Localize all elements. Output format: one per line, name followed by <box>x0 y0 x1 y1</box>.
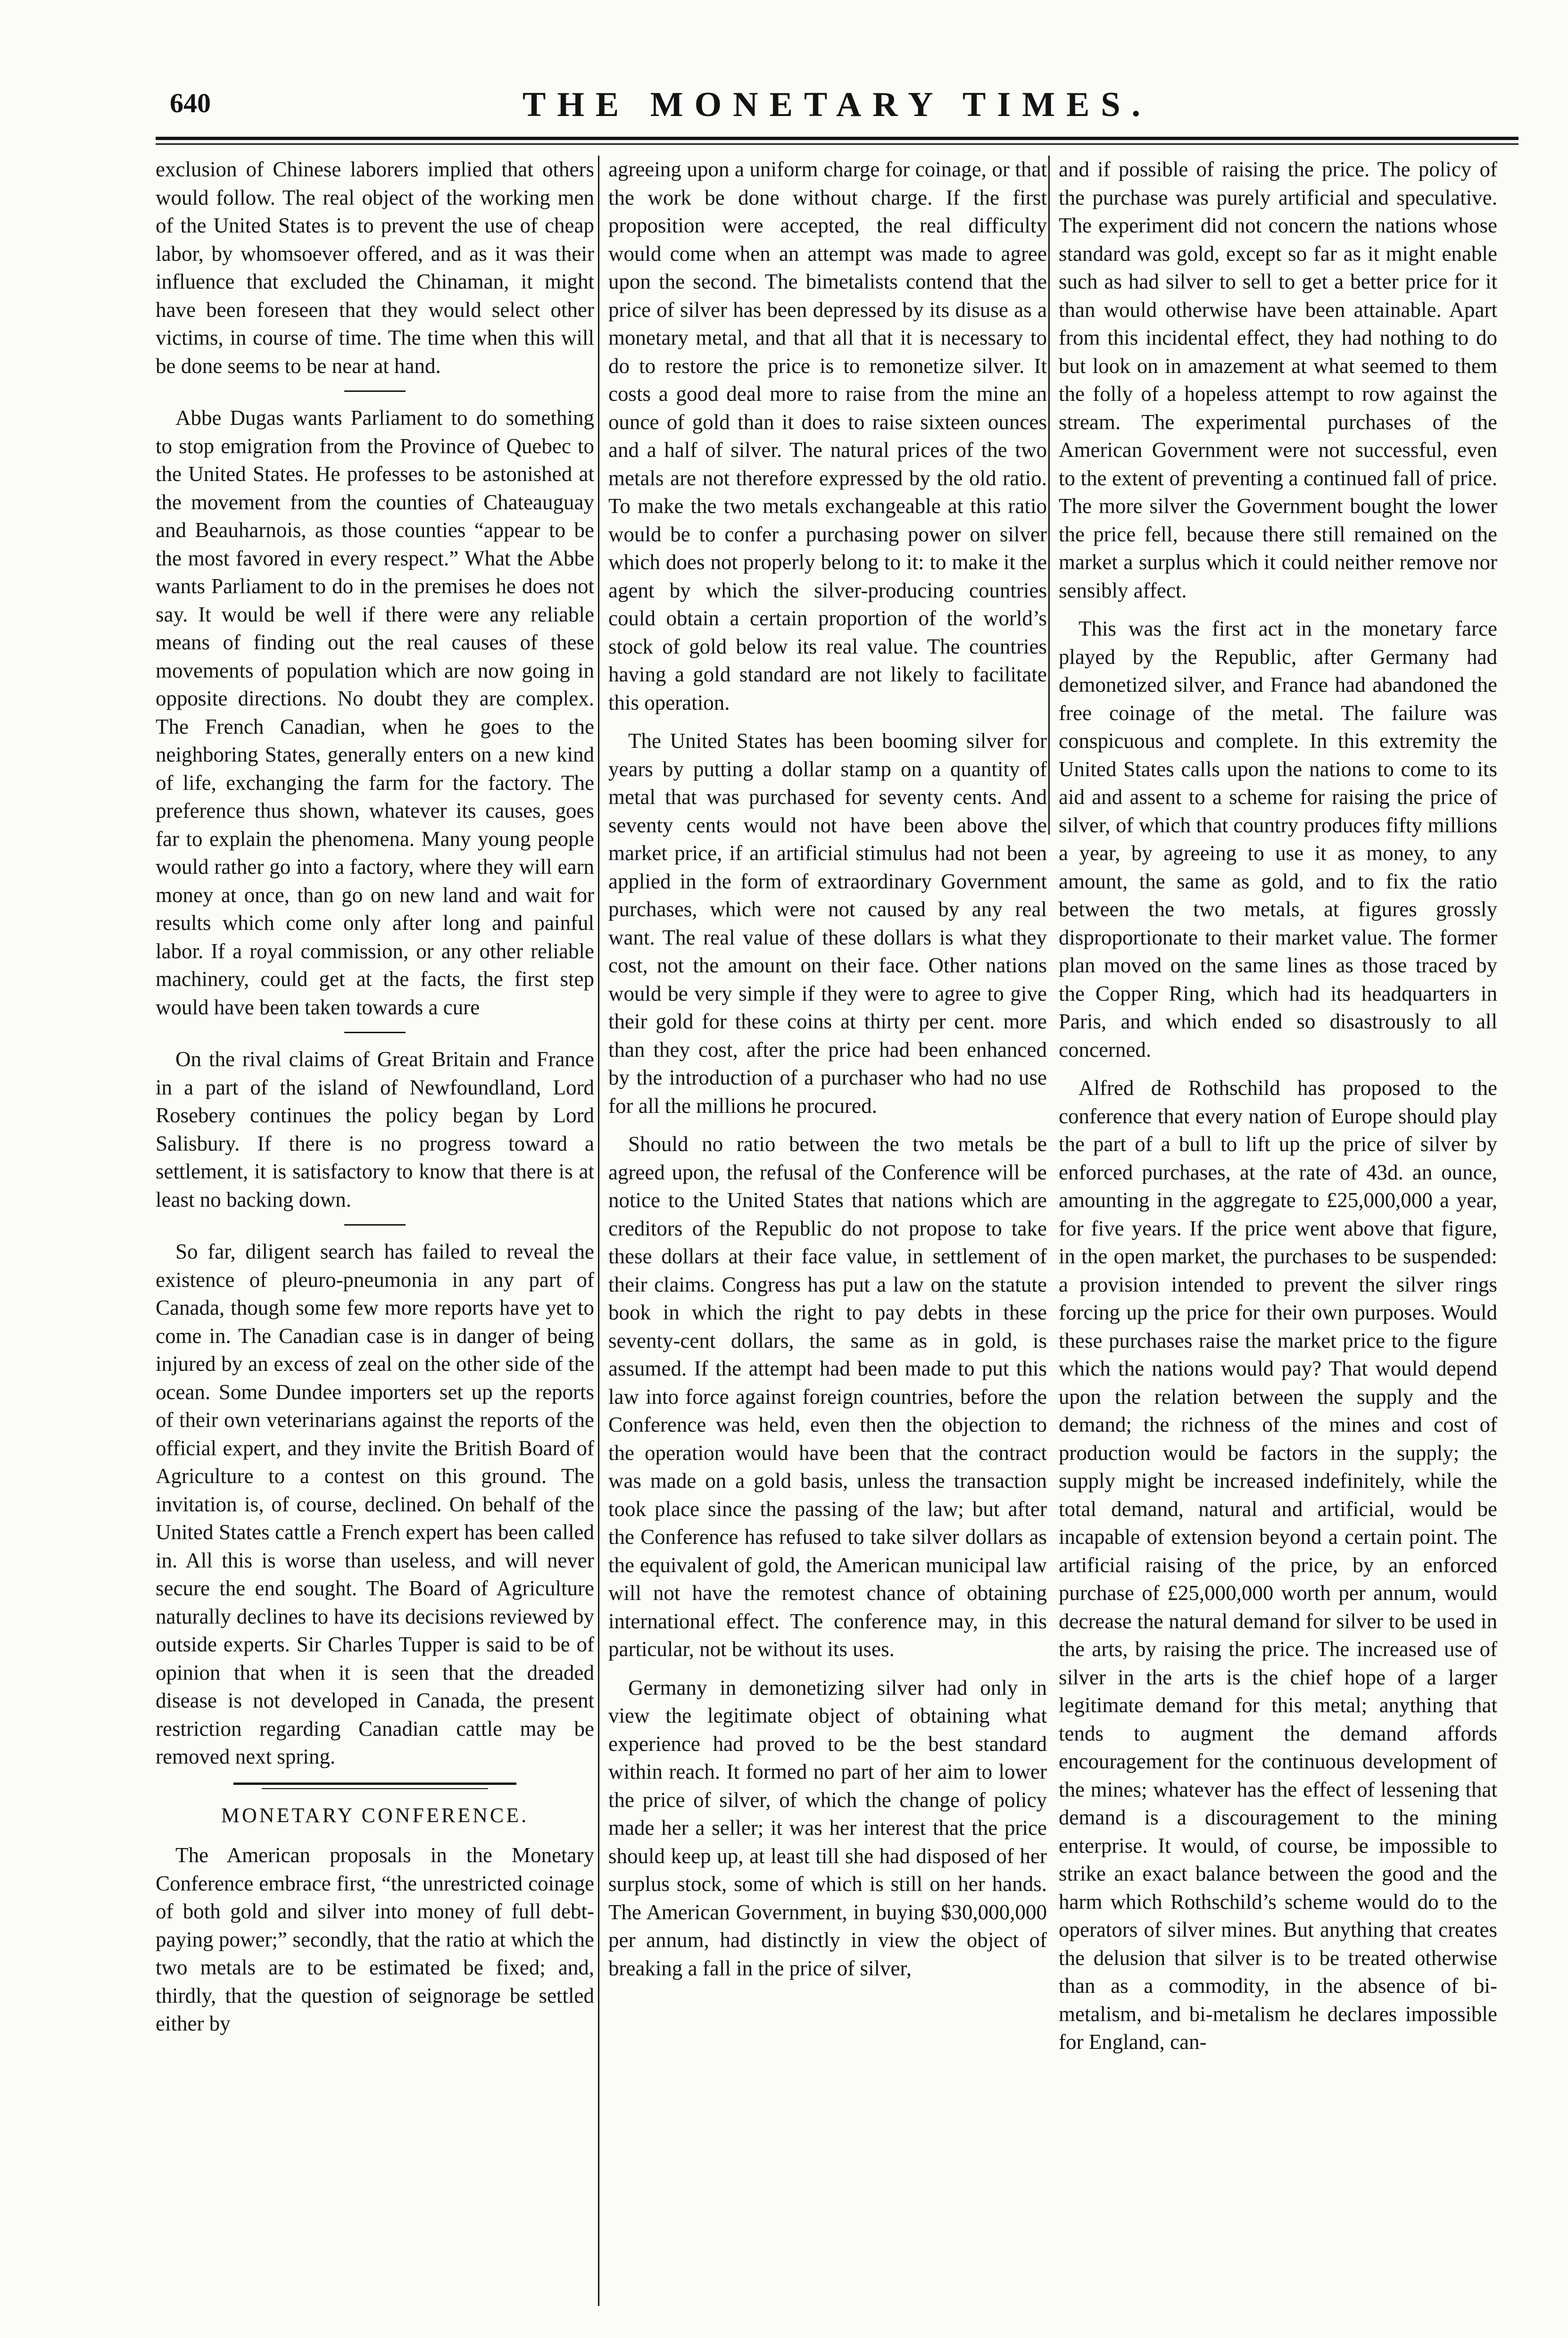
article-paragraph: Germany in demonetizing silver had only in view the legitimate object of obtaining what experience had proved to be the best standard within reach. It formed no part of her aim to lower the price of silver, of which the change of policy made her a seller; it was her interest that the price should keep up, at least till she had disposed of her surplus stock, some of which is still on her hands. The American Government, in buying $30,000,000 per annum, had distinctly in view the object of breaking a fall in the price of silver, <box>608 1675 1047 1980</box>
article-paragraph: On the rival claims of Great Britain and France in a part of the island of Newfoundland, Lord Rosebery continues the policy began by Lord Salisbury. If there is no progress toward a settlement, it is satisfactory to know that there is at least no backing down. <box>156 1047 594 1211</box>
article-paragraph: The American proposals in the Monetary Conference embrace first, “the unrestricted coinage of both gold and silver into money of full debt-paying power;” secondly, that the ratio at which the two metals are to be estimated be fixed; and, thirdly, that the question of seignorage be settled either by <box>156 1843 594 2035</box>
article-paragraph: and if possible of raising the price. The policy of the purchase was purely artificial and speculative. The experiment did not concern the nations whose standard was gold, except so far as it might enable such as had silver to sell to get a better price for it than would otherwise have been attainable. Apart from this incidental effect, they had nothing to do but look on in amazement at what seemed to them the folly of a hopeless attempt to row against the stream. The experimental purchases of the American Government were not successful, even to the extent of preventing a continued fall of price. The more silver the Government bought the lower the price fell, because there still remained on the market a surplus which it could neither remove nor sensibly affect. <box>1059 158 1497 602</box>
article-paragraph: Abbe Dugas wants Parliament to do something to stop emigration from the Province of Quebec to the United States. He professes to be astonished at the movement from the counties of Chateauguay and Beauharnois, as those counties “appear to be the most favored in every respect.” What the Abbe wants Parliament to do in the premises he does not say. It would be well if there were any reliable means of finding out the real causes of these movements of population which are now going in opposite directions. No doubt they are complex. The French Canadian, when he goes to the neighboring States, generally enters on a new kind of life, exchanging the farm for the factory. The preference thus shown, whatever its causes, goes far to explain the phenomena. Many young people would rather go into a factory, where they will earn money at once, than go on new land and wait for results which come only after long and painful labor. If a royal commission, or any other reliable machinery, could get at the facts, the first step would have been taken towards a cure <box>156 406 594 1019</box>
article-paragraph: This was the first act in the monetary farce played by the Republic, after Germany had demonetized silver, and France had abandoned the free coinage of the metal. The failure was conspicuous and complete. In this extremity the United States calls upon the nations to come to its aid and assent to a scheme for raising the price of silver, of which that country produces fifty millions a year, by agreeing to use it as money, to any amount, the same as gold, and to fix the ratio between the two metals, at figures grossly disproportionate to their market value. The former plan moved on the same lines as those traced by the Copper Ring, which had its headquarters in Paris, and which ended so disastrously to all concerned. <box>1059 617 1497 1061</box>
column-2 <box>608 156 1047 1993</box>
item-separator <box>344 390 406 392</box>
column-divider <box>598 156 599 2306</box>
page-number: 640 <box>170 88 211 118</box>
section-separator <box>233 1783 516 1789</box>
item-separator <box>344 1224 406 1226</box>
article-paragraph: So far, diligent search has failed to reveal the existence of pleuro-pneumonia in any part of Canada, though some few more reports have yet to come in. The Canadian case is in danger of being injured by an excess of zeal on the other side of the ocean. Some Dundee importers set up the reports of their own veterinarians against the reports of the official expert, and they invite the British Board of Agriculture to a contest on this ground. The invitation is, of course, declined. On behalf of the United States cattle a French expert has been called in. All this is worse than useless, and will never secure the end sought. The Board of Agriculture naturally declines to have its decisions reviewed by outside experts. Sir Charles Tupper is said to be of opinion that when it is seen that the dreaded disease is not developed in Canada, the present restriction regarding Canadian cattle may be removed next spring. <box>156 1240 594 1768</box>
article-paragraph: Should no ratio between the two metals be agreed upon, the refusal of the Conference will be notice to the United States that nations which are creditors of the Republic do not propose to take these dollars at their face value, in settlement of their claims. Congress has put a law on the statute book in which the right to pay debts in these seventy-cent dollars, the same as in gold, is assumed. If the attempt had been made to put this law into force against foreign countries, before the Conference was held, even then the objection to the operation would have been that the contract was made on a gold basis, unless the transaction took place since the passing of the law; but after the Conference has refused to take silver dollars as the equivalent of gold, the American municipal law will not have the remotest chance of obtaining international effect. The conference may, in this particular, not be without its uses. <box>608 1132 1047 1661</box>
masthead-rule-thick <box>156 137 1518 140</box>
column-3 <box>1059 156 1497 2067</box>
masthead-rule-thin <box>156 143 1518 145</box>
column-divider <box>1048 156 1050 835</box>
section-heading: MONETARY CONFERENCE. <box>221 1803 529 1827</box>
item-separator <box>344 1032 406 1033</box>
article-paragraph: exclusion of Chinese laborers implied that others would follow. The real object of the working men of the United States is to prevent the use of cheap labor, by whomsoever offered, and as it was their influence that excluded the Chinaman, it might have been foreseen that they would select other victims, in course of time. The time when this will be done seems to be near at hand. <box>156 158 594 378</box>
publication-title: THE MONETARY TIMES. <box>523 85 1152 124</box>
masthead <box>156 85 1518 137</box>
article-paragraph: agreeing upon a uniform charge for coinage, or that the work be done without charge. If the first proposition were accepted, the real difficulty would come when an attempt was made to agree upon the second. The bimetalists contend that the price of silver has been depressed by its disuse as a monetary metal, and that all that it is necessary to do to restore the price is to remonetize silver. It costs a good deal more to raise from the mine an ounce of gold than it does to raise sixteen ounces and a half of silver. The natural prices of the two metals are not therefore expressed by the old ratio. To make the two metals exchangeable at this ratio would be to confer a purchasing power on silver which does not properly belong to it: to make it the agent by which the silver-producing countries could obtain a certain proportion of the world’s stock of gold below its real value. The countries having a gold standard are not likely to facilitate this operation. <box>608 158 1047 714</box>
article-paragraph: The United States has been booming silver for years by putting a dollar stamp on a quantity of metal that was purchased for seventy cents. And seventy cents would not have been above the market price, if an artificial stimulus had not been applied in the form of extraordinary Government purchases, which were not caused by any real want. The real value of these dollars is what they cost, not the amount on their face. Other nations would be very simple if they were to agree to give their gold for these coins at thirty per cent. more than they cost, after the price had been enhanced by the introduction of a purchaser who had no use for all the millions he procured. <box>608 729 1047 1118</box>
column-1 <box>156 156 594 2048</box>
article-paragraph: Alfred de Rothschild has proposed to the conference that every nation of Europe should play the part of a bull to lift up the price of silver by enforced purchases, at the rate of 43d. an ounce, amounting in the aggregate to £25,000,000 a year, for five years. If the price went above that figure, in the open market, the purchases to be suspended: a provision intended to prevent the silver rings forcing up the price for their own purposes. Would these purchases raise the market price to the figure which the nations would pay? That would depend upon the relation between the supply and the demand; the richness of the mines and cost of production would be factors in the supply; the supply might be increased indefinitely, while the total demand, natural and artificial, would be incapable of extension beyond a certain point. The artificial raising of the price, by an enforced purchase of £25,000,000 worth per annum, would decrease the natural demand for silver to be used in the arts, by raising the price. The increased use of silver in the arts is the chief hope of a larger legitimate demand for this metal; anything that tends to augment the demand affords encouragement for the continuous development of the mines; whatever has the effect of lessening that demand is a discouragement to the mining enterprise. It would, of course, be impossible to strike an exact balance between the good and the harm which Rothschild’s scheme would do to the operators of silver mines. But anything that creates the delusion that silver is to be treated otherwise than as a commodity, in the absence of bi-metalism, and bi-metalism he declares impossible for England, can- <box>1059 1076 1497 2054</box>
